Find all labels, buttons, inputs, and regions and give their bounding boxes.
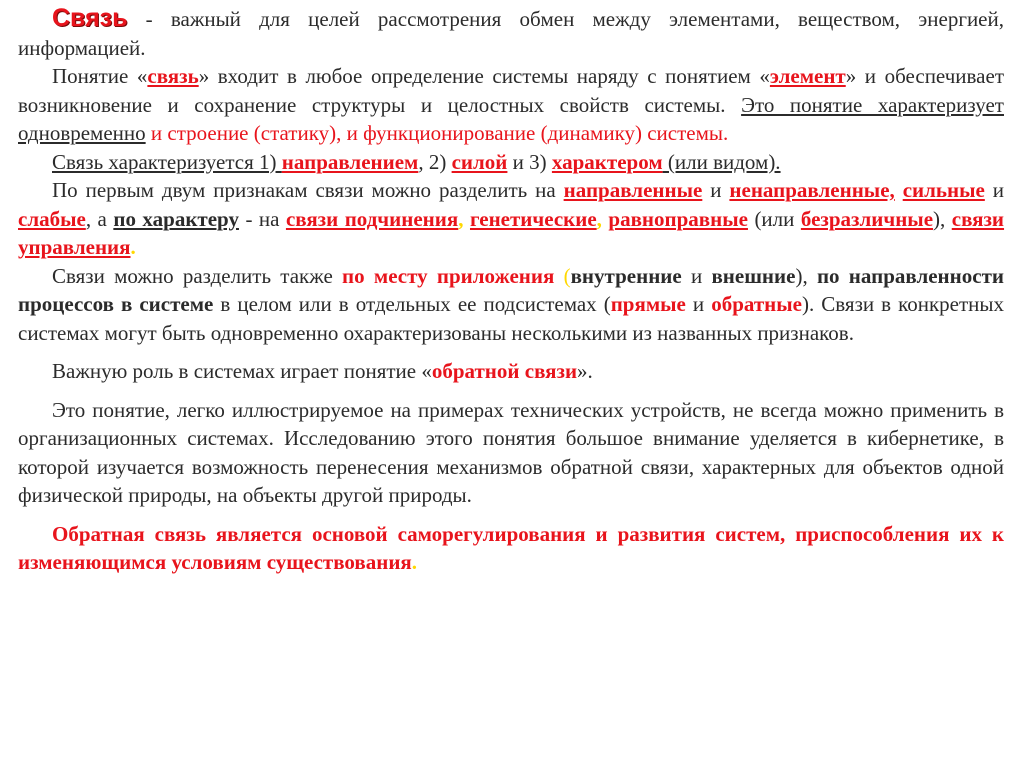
term-control: связи управления [18,206,1005,259]
term-place: по месту приложения [342,263,555,288]
term-subordination: связи подчинения [285,206,459,231]
paragraph-conclusion: Обратная связь является основой саморегулирования и развития систем, приспособления их к изменяющимся условиям существования. [18,521,1004,574]
term-undirected: ненаправленные, [729,178,895,202]
term-element: элемент [769,64,846,88]
term-character: характером [551,149,663,174]
term-feedback: обратной связи [431,359,578,383]
term-direction: направлением [281,149,419,174]
paragraph-characteristics: Связь характеризуется 1) направлением, 2) силой и 3) характером (или видом). [52,149,781,174]
term-by-character: по характеру [113,206,239,231]
definition-text: - важный для целей рассмотрения обмен между элементами, веществом, энергией, информацией. [18,7,1004,60]
term-svyaz: связь [147,64,199,88]
term-direct: прямые [610,292,686,316]
paragraph-feedback-role: Важную роль в системах играет понятие «обратной связи». [52,359,593,383]
term-reverse: обратные [711,292,802,316]
term-weak: слабые [18,206,86,231]
term-process-direction: по направленности процессов в системе [18,263,1004,316]
term-strength: силой [451,149,508,174]
term-equal: равноправные [608,206,748,231]
paragraph-cybernetics: Это понятие, легко иллюстрируемое на примерах технических устройств, не всегда можно применить в организационных системах. Исследованию этого понятия большое внимание уделяется в кибернетике, в которой изучается возможность перенесения механизмов обратной связи, характерных для объектов одной физической природы, на объекты другой природы. [18,397,1004,507]
term-internal: внутренние [570,263,682,288]
term-directed: направленные [563,178,703,202]
paragraph-place: Связи можно разделить также по месту приложения (внутренние и внешние), по направленности процессов в системе в целом или в отдельных ее подсистемах (прямые и обратные). Связи в конкретных системах могут быть одновременно охарактеризованы несколькими из названных признаков. [18,263,1005,345]
term-strong: сильные [902,178,985,202]
term-genetic: генетические [469,206,597,231]
term-indifferent: безразличные [800,206,934,231]
paragraph-concept: Понятие «связь» входит в любое определение системы наряду с понятием «элемент» и обеспечивает возникновение и сохранение структуры и целостных свойств системы. Это понятие характеризует одновременно и строение (статику), и функционирование (динамику) системы. [18,64,1004,145]
term-external: внешние [711,263,796,288]
slide-title-word: Связь [52,4,128,32]
paragraph-classification: По первым двум признакам связи можно разделить на направленные и ненаправленные, сильные и слабые, а по характеру - на связи подчинения, генетические, равноправные (или безразличные), связи управления. [18,178,1005,259]
paragraph-definition [18,4,1004,62]
